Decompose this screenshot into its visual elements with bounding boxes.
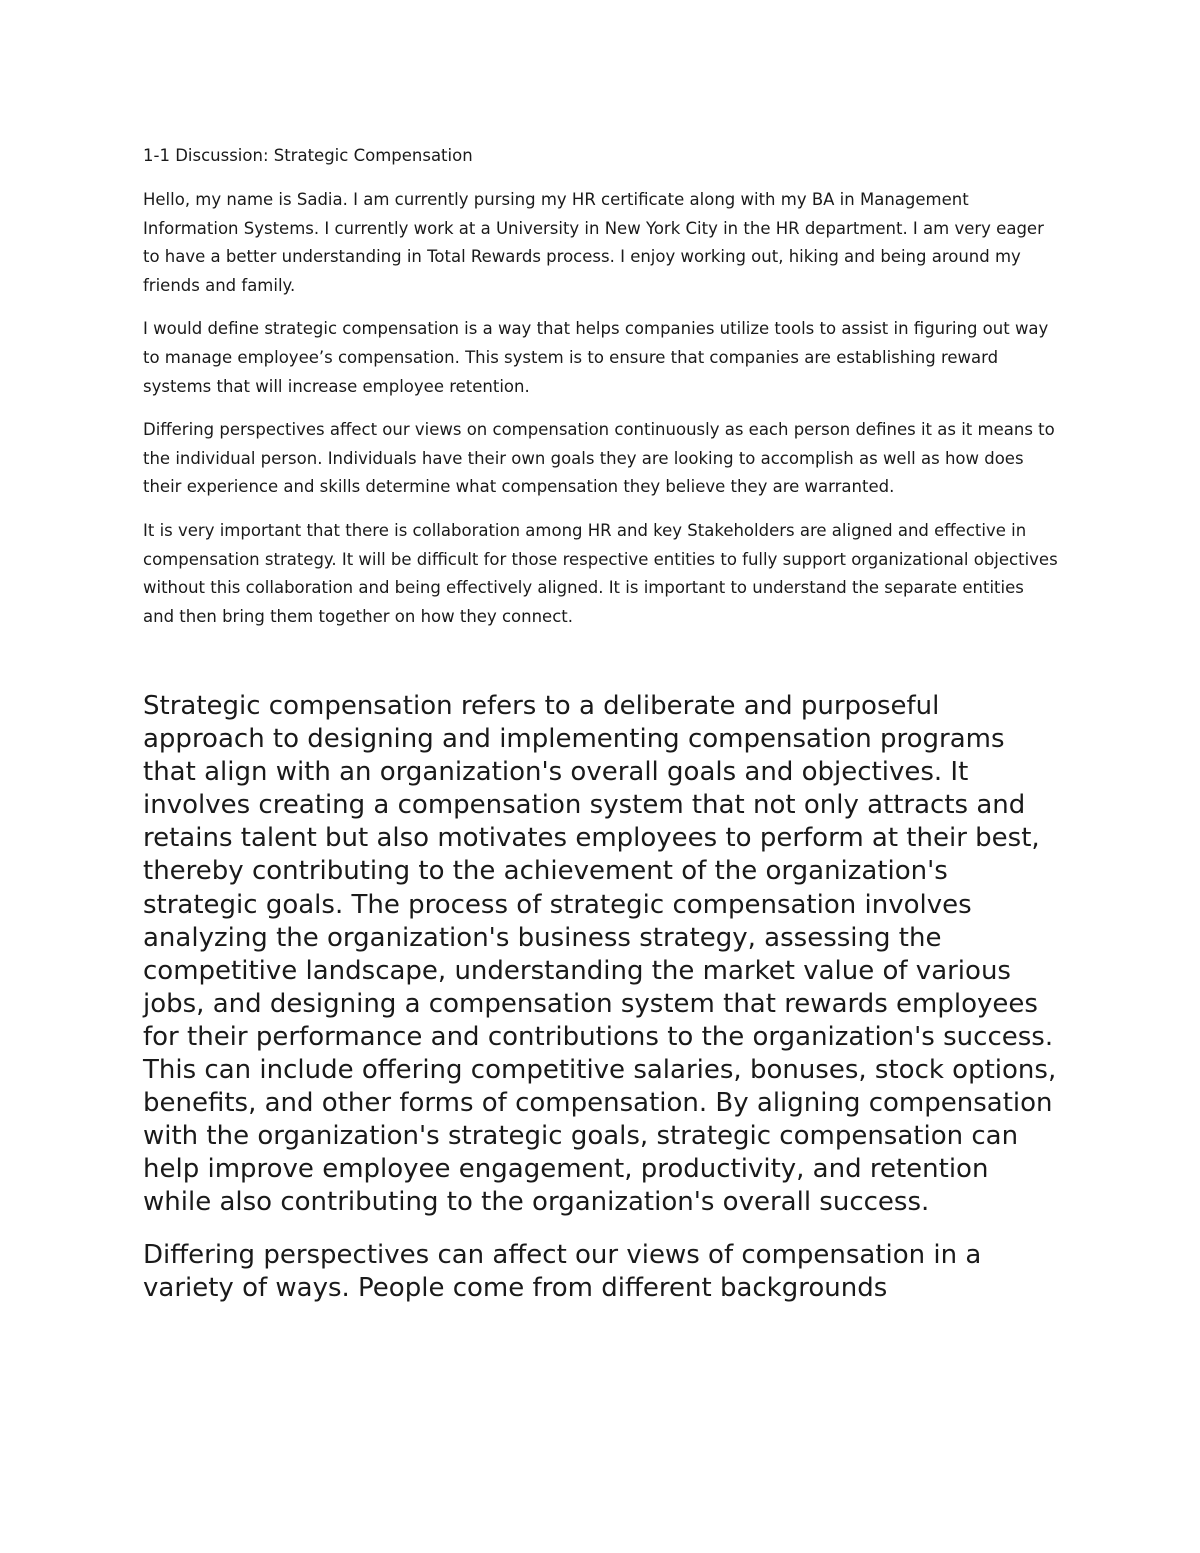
intro-paragraph: Differing perspectives affect our views on compensation continuously as each person defines it as it means to the individual person. Individuals have their own goals they are looking to accomplish as well as how does their experience and skills determine what compensation they believe they are warranted. [143, 420, 1055, 497]
answer-paragraph: Strategic compensation refers to a deliberate and purposeful approach to designing and implementing compensation programs that align with an organization's overall goals and objectives. It involves creating a compensation system that not only attracts and retains talent but also motivates employees to perform at their best, thereby contributing to the achievement of the organization's strategic goals. The process of strategic compensation involves analyzing the organization's business strategy, assessing the competitive landscape, understanding the market value of various jobs, and designing a compensation system that rewards employees for their performance and contributions to the organization's success. This can include offering competitive salaries, bonuses, stock options, benefits, and other forms of compensation. By aligning compensation with the organization's strategic goals, strategic compensation can help improve employee engagement, productivity, and retention while also contributing to the organization's overall success. [143, 691, 1057, 1218]
intro-section [143, 186, 1058, 646]
document-title: 1-1 Discussion: Strategic Compensation [143, 146, 473, 165]
intro-paragraph: It is very important that there is collaboration among HR and key Stakeholders are aligned and effective in compensation strategy. It will be difficult for those respective entities to fully support organizational objectives without this collaboration and being effectively aligned. It is important to understand the separate entities and then bring them together on how they connect. [143, 520, 1058, 626]
intro-paragraph: I would define strategic compensation is a way that helps companies utilize tools to assist in figuring out way to manage employee’s compensation. This system is to ensure that companies are establishing reward systems that will increase employee retention. [143, 319, 1049, 396]
answer-paragraph: Differing perspectives can affect our views of compensation in a variety of ways. People come from different backgrounds [143, 1239, 982, 1303]
intro-paragraph: Hello, my name is Sadia. I am currently pursing my HR certificate along with my BA in Management Information Systems. I currently work at a University in New York City in the HR department. I am very eager to have a better understanding in Total Rewards process. I enjoy working out, hiking and being around my friends and family. [143, 190, 1044, 295]
answer-section [143, 690, 1058, 1324]
